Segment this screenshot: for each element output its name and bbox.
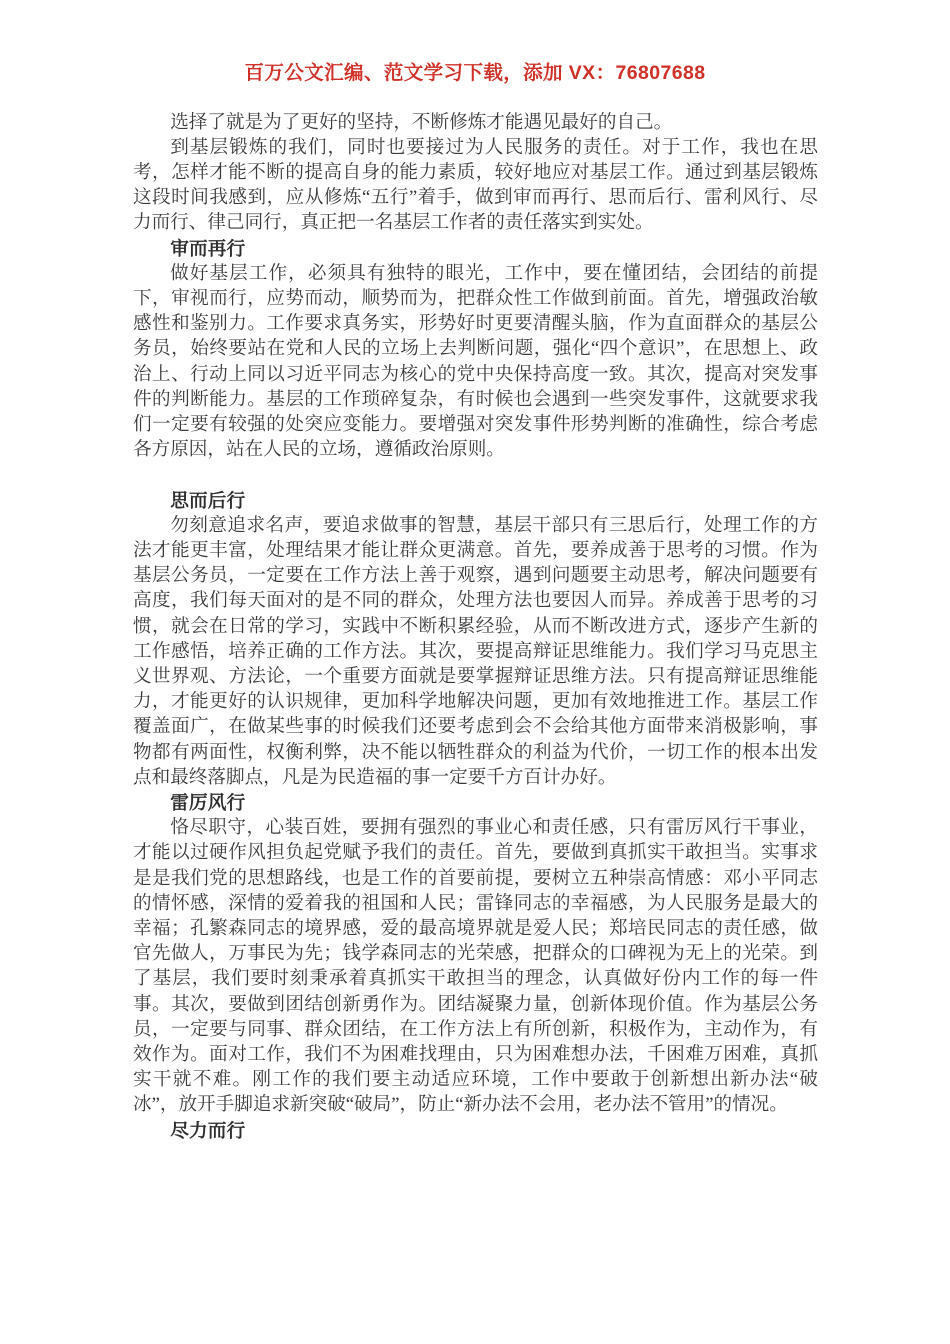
paragraph-opening-1: 选择了就是为了更好的坚持，不断修炼才能遇见最好的自己。	[170, 111, 673, 133]
promo-banner-text: 百万公文汇编、范文学习下载，添加 VX：76807688	[244, 62, 706, 84]
heading-lei-li-feng-xing: 雷厉风行	[170, 791, 246, 813]
paragraph-shen-er-zai-xing: 做好基层工作，必须具有独特的眼光，工作中，要在懂团结，会团结的前提下，审视而行，应势而动，顺势而为，把群众性工作做到前面。首先，增强政治敏感性和鉴别力。工作要求真务实，形势好时更要清醒头脑，作为直面群众的基层公务员，始终要站在党和人民的立场上去判断问题，强化“四个意识”，在思想上、政治上、行动上同以习近平同志为核心的党中央保持高度一致。其次，提高对突发事件的判断能力。基层的工作琐碎复杂，有时候也会遇到一些突发事件，这就要求我们一定要有较强的处突应变能力。要增强对突发事件形势判断的准确性，综合考虑各方原因，站在人民的立场，遵循政治原则。	[133, 262, 818, 461]
document-body	[0, 84, 950, 1143]
paragraph-opening-2: 到基层锻炼的我们，同时也要接过为人民服务的责任。对于工作，我也在思考，怎样才能不断的提高自身的能力素质，较好地应对基层工作。通过到基层锻炼这段时间我感到，应从修炼“五行”着手，做到审而再行、思而后行、雷利风行、尽力而行、律己同行，真正把一名基层工作者的责任落实到实处。	[133, 136, 818, 234]
heading-shen-er-zai-xing: 审而再行	[170, 237, 246, 259]
section-spacer	[133, 462, 818, 487]
paragraph-si-er-hou-xing: 勿刻意追求名声，要追求做事的智慧，基层干部只有三思后行，处理工作的方法才能更丰富，处理结果才能让群众更满意。首先，要养成善于思考的习惯。作为基层公务员，一定要在工作方法上善于观察，遇到问题要主动思考，解决问题要有高度，我们每天面对的是不同的群众，处理方法也要因人而异。养成善于思考的习惯，就会在日常的学习，实践中不断积累经验，从而不断改进方式，逐步产生新的工作感悟，培养正确的工作方法。其次，要提高辩证思维能力。我们学习马克思主义世界观、方法论，一个重要方面就是要掌握辩证思维方法。只有提高辩证思维能力，才能更好的认识规律，更加科学地解决问题，更加有效地推进工作。基层工作覆盖面广，在做某些事的时候我们还要考虑到会不会给其他方面带来消极影响，事物都有两面性，权衡利弊，决不能以牺牲群众的利益为代价，一切工作的根本出发点和最终落脚点，凡是为民造福的事一定要千方百计办好。	[133, 514, 818, 788]
paragraph-lei-li-feng-xing: 恪尽职守，心装百姓，要拥有强烈的事业心和责任感，只有雷厉风行干事业，才能以过硬作风担负起党赋予我们的责任。首先，要做到真抓实干敢担当。实事求是是我们党的思想路线，也是工作的首要前提，要树立五种崇高情感：邓小平同志的情怀感，深情的爱着我的祖国和人民；雷锋同志的幸福感，为人民服务是最大的幸福；孔繁森同志的境界感，爱的最高境界就是爱人民；郑培民同志的责任感，做官先做人，万事民为先；钱学森同志的光荣感，把群众的口碑视为无上的光荣。到了基层，我们要时刻秉承着真抓实干敢担当的理念，认真做好份内工作的每一件事。其次，要做到团结创新勇作为。团结凝聚力量，创新体现价值。作为基层公务员，一定要与同事、群众团结，在工作方法上有所创新，积极作为，主动作为，有效作为。面对工作，我们不为困难找理由，只为困难想办法，千困难万困难，真抓实干就不难。刚工作的我们要主动适应环境，工作中要敢于创新想出新办法“破冰”，放开手脚追求新突破“破局”，防止“新办法不会用，老办法不管用”的情况。	[133, 817, 818, 1116]
heading-jin-li-er-xing: 尽力而行	[170, 1119, 246, 1141]
heading-si-er-hou-xing: 思而后行	[170, 489, 246, 511]
promo-banner	[0, 0, 950, 84]
